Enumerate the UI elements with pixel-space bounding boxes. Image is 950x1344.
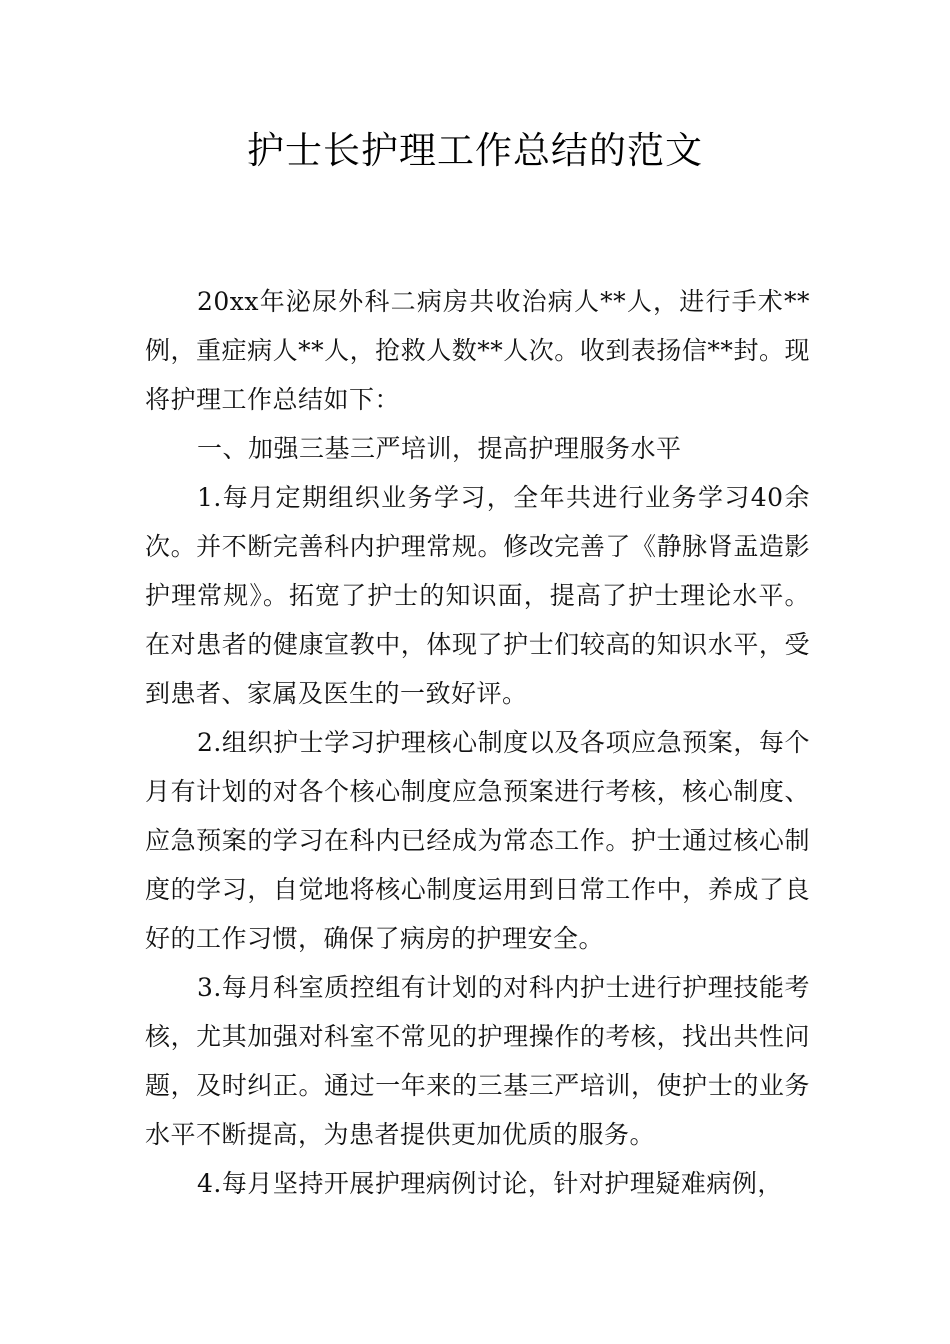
document-body (145, 277, 810, 1208)
paragraph-item-4: 4.每月坚持开展护理病例讨论，针对护理疑难病例， (197, 1169, 783, 1198)
paragraph-item-1: 1.每月定期组织业务学习，全年共进行业务学习40余次。并不断完善科内护理常规。修改完善了《静脉肾盂造影护理常规》。拓宽了护士的知识面，提高了护士理论水平。在对患者的健康宣教中，体现了护士们较高的知识水平，受到患者、家属及医生的一致好评。 (145, 483, 810, 708)
paragraph-item-3: 3.每月科室质控组有计划的对科内护士进行护理技能考核，尤其加强对科室不常见的护理操作的考核，找出共性问题，及时纠正。通过一年来的三基三严培训，使护士的业务水平不断提高，为患者提供更加优质的服务。 (145, 973, 810, 1149)
document-title: 护士长护理工作总结的范文 (247, 129, 703, 172)
paragraph-intro: 20xx年泌尿外科二病房共收治病人**人，进行手术**例，重症病人**人，抢救人数**人次。收到表扬信**封。现将护理工作总结如下： (145, 287, 810, 414)
paragraph-item-2: 2.组织护士学习护理核心制度以及各项应急预案，每个月有计划的对各个核心制度应急预案进行考核，核心制度、应急预案的学习在科内已经成为常态工作。护士通过核心制度的学习，自觉地将核心制度运用到日常工作中，养成了良好的工作习惯，确保了病房的护理安全。 (145, 728, 810, 953)
section-heading-1: 一、加强三基三严培训，提高护理服务水平 (197, 434, 682, 463)
